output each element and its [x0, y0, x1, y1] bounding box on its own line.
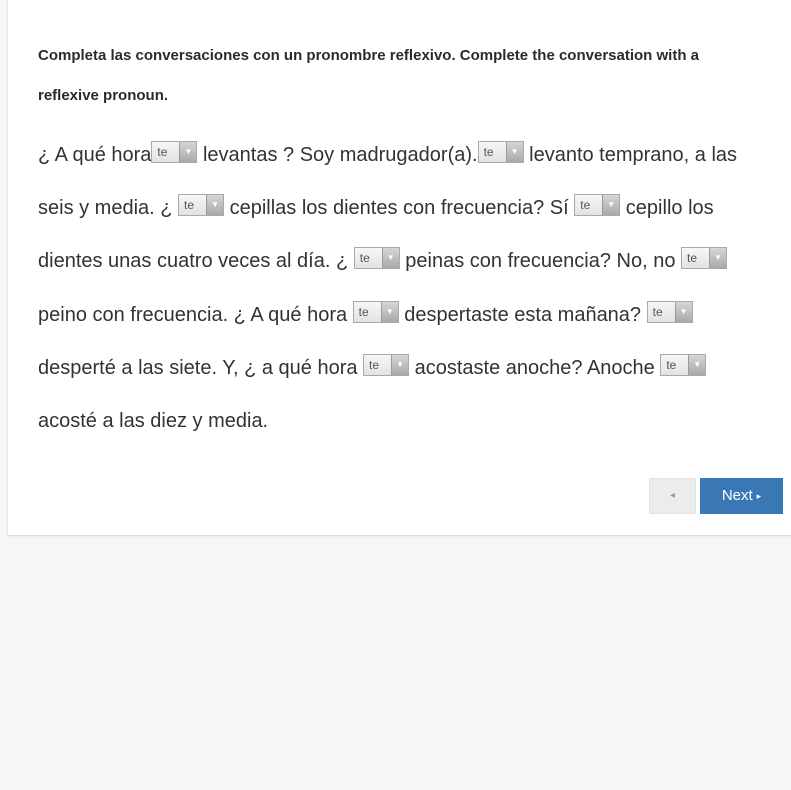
next-button-label: Next	[721, 487, 753, 504]
passage-text: levanto temprano, a las seis y media. ¿	[38, 144, 738, 220]
triangle-down-icon: ▼	[179, 142, 196, 162]
triangle-down-icon: ▼	[709, 248, 726, 268]
passage	[38, 129, 768, 448]
pronoun-select-9[interactable]	[363, 354, 409, 376]
pronoun-select-2[interactable]	[478, 141, 524, 163]
pronoun-select-value: te	[652, 304, 663, 319]
pronoun-select-4[interactable]	[574, 194, 620, 216]
passage-text: cepillo los dientes unas cuatro veces al día. ¿	[38, 197, 714, 273]
triangle-down-icon: ▼	[206, 195, 223, 215]
instructions-text: Completa las conversaciones con un pronombre reflexivo. Complete the conversation with a reflexive pronoun.	[38, 47, 699, 104]
pronoun-select-8[interactable]	[647, 301, 693, 323]
triangle-down-icon: ▼	[506, 142, 523, 162]
triangle-down-icon: ▼	[381, 302, 398, 322]
pronoun-select-1[interactable]	[151, 141, 197, 163]
pronoun-select-value: te	[358, 304, 369, 319]
passage-text: ¿ A qué hora	[38, 144, 152, 166]
previous-button[interactable]	[649, 478, 696, 514]
passage-text: desperté a las siete. Y, ¿ a qué hora	[38, 356, 364, 379]
triangle-right-icon: ▸	[756, 491, 762, 501]
pronoun-select-3[interactable]	[178, 194, 224, 216]
pronoun-select-6[interactable]	[681, 247, 727, 269]
passage-text: peinas con frecuencia? No, no	[399, 250, 682, 273]
next-button[interactable]	[700, 478, 783, 514]
passage-text: acosté a las diez y media.	[38, 410, 269, 433]
pronoun-select-value: te	[359, 251, 370, 266]
question-card	[7, 0, 791, 536]
passage-text: levantas ? Soy madrugador(a).	[197, 144, 478, 166]
triangle-down-icon: ▼	[382, 248, 399, 268]
triangle-down-icon: ▼	[391, 355, 408, 375]
passage-text: peino con frecuencia. ¿ A qué hora	[38, 303, 353, 326]
pronoun-select-value: te	[184, 198, 195, 213]
pronoun-select-7[interactable]	[353, 301, 399, 323]
triangle-down-icon: ▼	[675, 302, 692, 322]
passage-text: despertaste esta mañana?	[398, 303, 647, 326]
triangle-down-icon: ▼	[602, 195, 619, 215]
pronoun-select-5[interactable]	[354, 247, 400, 269]
pronoun-select-value: te	[666, 357, 677, 372]
pronoun-select-value: te	[687, 251, 698, 266]
pronoun-select-10[interactable]	[660, 354, 706, 376]
pronoun-select-value: te	[580, 198, 591, 213]
pronoun-select-value: te	[369, 357, 380, 372]
passage-text: acostaste anoche? Anoche	[409, 356, 661, 379]
passage-text: cepillas los dientes con frecuencia? Sí	[224, 197, 575, 220]
triangle-down-icon: ▼	[688, 355, 705, 375]
pronoun-select-value: te	[157, 145, 168, 159]
pronoun-select-value: te	[483, 145, 494, 159]
triangle-left-icon: ◂	[669, 490, 676, 501]
